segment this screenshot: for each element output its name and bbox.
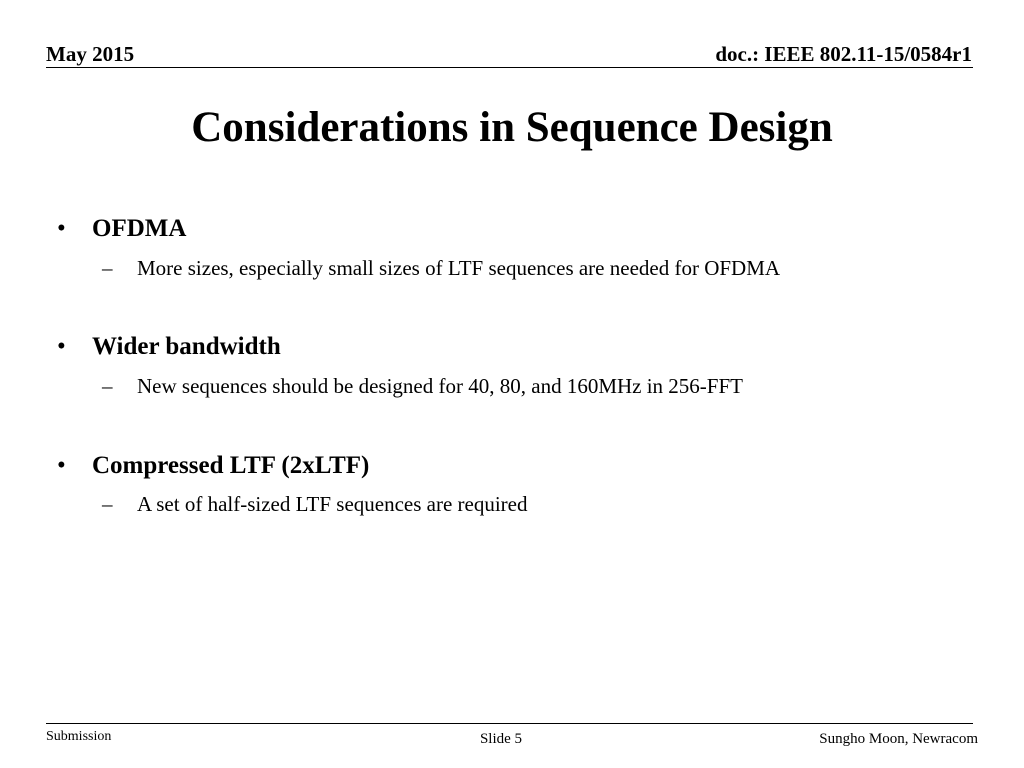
- sub-bullet-marker: –: [102, 374, 113, 398]
- bullet-text: Compressed LTF (2xLTF): [92, 452, 370, 479]
- footer-author: Sungho Moon, Newracom: [819, 731, 978, 747]
- header-date: May 2015: [46, 42, 135, 66]
- header-divider: [46, 67, 973, 68]
- footer-divider: [46, 723, 973, 724]
- footer-slide-number: Slide 5: [479, 731, 523, 747]
- sub-bullet-text: New sequences should be designed for 40, 80, and 160MHz in 256-FFT: [137, 374, 743, 398]
- header-doc-id: doc.: IEEE 802.11-15/0584r1: [715, 42, 972, 66]
- bullet-text: Wider bandwidth: [92, 333, 281, 360]
- footer-submission: Submission: [46, 729, 112, 744]
- bullet-marker: •: [57, 333, 66, 360]
- bullet-marker: •: [57, 452, 66, 479]
- sub-bullet-text: More sizes, especially small sizes of LTF sequences are needed for OFDMA: [137, 256, 781, 280]
- sub-bullet-marker: –: [102, 492, 113, 516]
- sub-bullet-text: A set of half-sized LTF sequences are required: [137, 492, 528, 516]
- slide-title: Considerations in Sequence Design: [191, 104, 833, 151]
- bullet-marker: •: [57, 215, 66, 242]
- sub-bullet-marker: –: [102, 256, 113, 280]
- bullet-text: OFDMA: [92, 215, 187, 242]
